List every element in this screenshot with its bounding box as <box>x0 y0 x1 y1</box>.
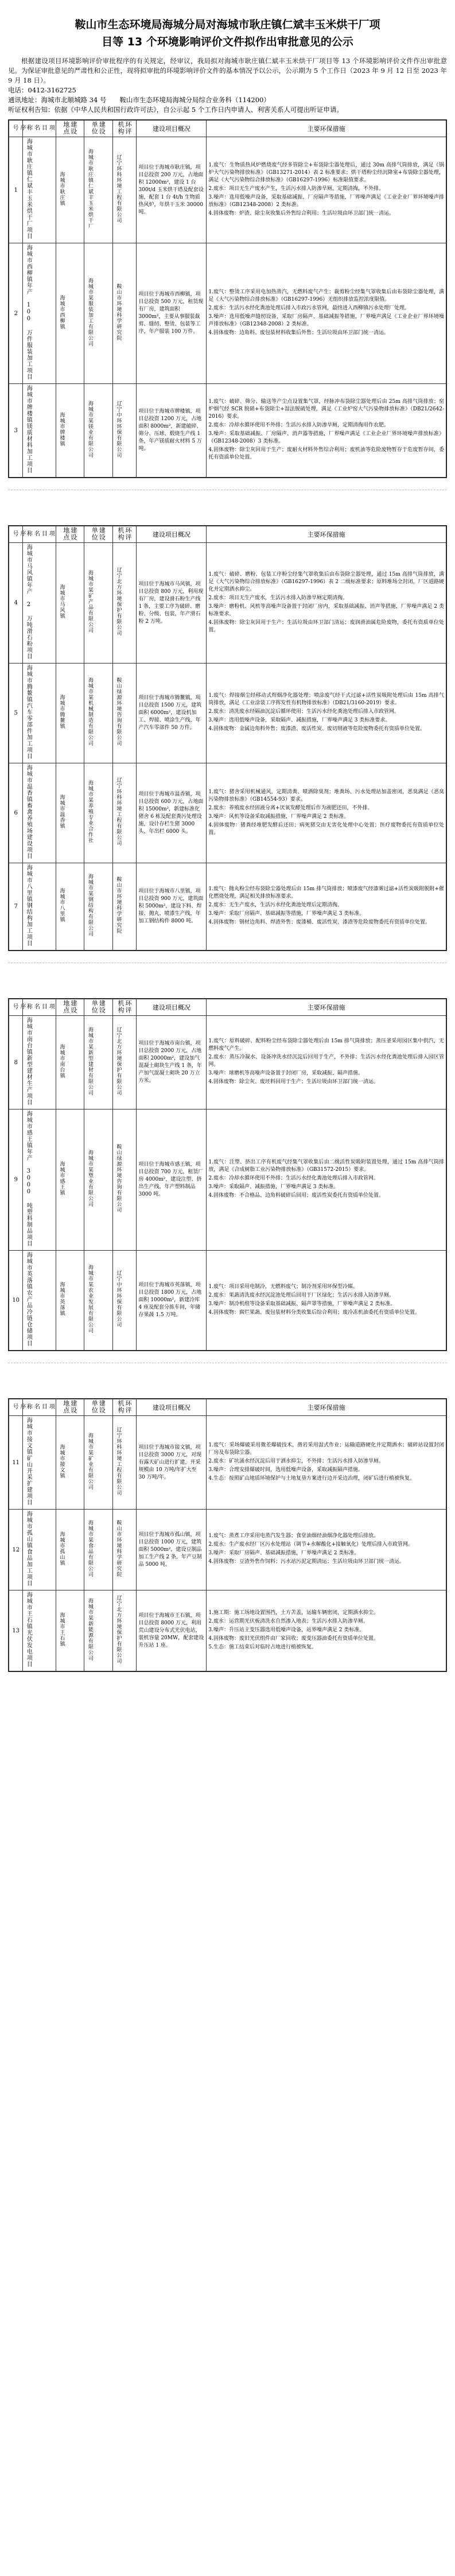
table-header <box>9 999 446 1016</box>
project-measures <box>207 1109 446 1251</box>
header-name <box>23 121 56 137</box>
project-unit-text: 海城市某服装加工有限公司 <box>87 277 94 347</box>
project-name <box>23 1251 56 1351</box>
project-overview: 项目位于海城市西柳镇，项目总投资 500 万元，租赁现有厂房，建筑面积 3000m²，主要从事服装裁剪、缝纫、整烫、包装等工序，年产服装 100 万件。 <box>137 243 207 384</box>
project-site <box>56 137 84 243</box>
header-site <box>56 999 84 1016</box>
project-env-text: 鞍山市环境科学研究院 <box>115 1519 122 1577</box>
project-unit-text: 海城市某食品有限公司 <box>87 1519 94 1577</box>
header-site <box>56 526 84 543</box>
project-env-text: 辽宁中环环保有限公司 <box>115 1270 122 1328</box>
project-overview: 项目位于海城市八里镇，项目总投资 900 万元，建筑面积 5000m²，建设下料、焊接、抛丸、喷漆生产线，年加工钢结构件 8000 吨。 <box>137 863 207 951</box>
measure-item: 2.废水：运营期光伏板清洗水自然渗入地表；生活污水排入防渗旱厕。 <box>208 1618 368 1624</box>
header-env-text: 环评机构 <box>117 999 132 1014</box>
table-frame <box>8 119 447 478</box>
page-separator <box>8 1363 447 1387</box>
project-name <box>23 384 56 478</box>
project-site-text: 海城市腾鳌镇 <box>59 695 65 729</box>
header-env <box>112 999 137 1016</box>
project-unit <box>84 1109 113 1251</box>
project-unit <box>84 1510 113 1590</box>
measure-item: 4.固体废物：除尘灰、废坯料回用于生产；生活垃圾由环卫部门统一清运。 <box>208 1079 379 1085</box>
measure-item: 2.废水：清洗废水经隔油沉淀后循环使用；生活污水经化粪池处理后排入市政管网。 <box>208 709 399 715</box>
hearing-notice: 听证权利告知：依据《中华人民共和国行政许可法》，自公示起 5 个工作日内申请人、利害关系人可提出听证申请。 <box>8 106 343 114</box>
project-env-text: 辽宁中环环保有限公司 <box>115 400 122 458</box>
measure-item: 2.废水：养殖废水经固液分离+厌氧发酵处理后作为液肥还田，不外排。 <box>208 805 373 811</box>
header-site-text: 建设地点 <box>62 1399 77 1414</box>
measure-item: 4.生态：按照矿山地质环境保护与土地复垦方案进行边开采边治理，闭矿后进行植被恢复。 <box>208 1475 415 1481</box>
project-name-text: 海城市感王镇年产 3000 吨塑料制品项目 <box>25 1111 32 1247</box>
table-row <box>9 137 446 243</box>
project-name <box>23 137 56 243</box>
project-env-text: 鞍山绿源环境咨询有限公司 <box>115 677 122 746</box>
measure-item: 4.固体废物：豆渣外售作饲料；污水站污泥定期清运；生活垃圾由环卫部门统一清运。 <box>208 1559 405 1565</box>
project-site-text: 海城市温香镇 <box>59 794 65 829</box>
project-site <box>56 763 84 863</box>
table-frame <box>8 998 447 1351</box>
project-measures <box>207 763 446 863</box>
measure-item: 4.固体废物：边角料、废包装材料收集后外售；生活垃圾由环卫部门统一清运。 <box>208 330 389 336</box>
project-env-text: 鞍山市环境科学研究院 <box>115 876 122 934</box>
header-row <box>9 1399 446 1416</box>
project-measures <box>207 1251 446 1351</box>
table-row <box>9 1251 446 1351</box>
header-overview: 建设项目概况 <box>137 1399 207 1416</box>
project-name <box>23 1510 56 1590</box>
project-env <box>112 137 137 243</box>
project-name <box>23 763 56 863</box>
measure-item: 1.废气：注塑、挤出工序有机废气经集气罩收集后由二级活性炭吸附装置处理，通过 15m 高排气筒排放，满足《合成树脂工业污染物排放标准》（GB31572-2015）要求。 <box>208 1159 444 1173</box>
measure-item: 3.噪声：采取厂房隔声、基础减振等措施，厂界噪声满足 3 类标准。 <box>208 911 365 917</box>
project-name-text: 海城市英落镇农产品冷链仓储项目 <box>25 1252 32 1347</box>
project-name-text: 海城市王石镇光伏发电项目 <box>25 1592 32 1667</box>
measure-item: 4.固体废物：金属边角料外售；废漆渣、废活性炭、废切削液等危险废物委托有资质单位处置。 <box>208 726 425 732</box>
project-number: 12 <box>9 1510 23 1590</box>
measure-item: 3.噪声：采取隔声、减振措施，厂界噪声满足 3 类标准。 <box>208 1184 339 1190</box>
project-unit-text: 海城市某机械制造有限公司 <box>87 677 94 746</box>
table-frame <box>8 525 447 951</box>
project-site-text: 海城市牌楼镇 <box>59 412 65 447</box>
header-unit-text: 建设单位 <box>91 526 106 541</box>
measure-item: 1.施工期：施工场地设置围挡，土方苫盖，运输车辆密闭，定期洒水抑尘。 <box>208 1609 379 1616</box>
header-name-text: 项目名称 <box>25 1003 55 1010</box>
measure-item: 2.废水：生活污水经化粪池处理后排入市政污水管网，最终进入西柳镇污水处理厂处理。 <box>208 305 410 311</box>
project-measures <box>207 543 446 664</box>
project-env-text: 辽宁北方环境保护有限公司 <box>115 1595 122 1664</box>
measure-item: 1.废气：蒸煮工序采用电蒸汽发生器；食堂油烟经油烟净化器处理后排放。 <box>208 1533 379 1539</box>
project-site <box>56 664 84 763</box>
project-env-text: 辽宁环科环境工程有限公司 <box>115 777 122 846</box>
header-no <box>9 526 23 543</box>
project-number: 5 <box>9 664 23 763</box>
project-site-text: 海城市马风镇 <box>59 584 65 619</box>
title-line-2: 目等 13 个环境影响评价文件拟作出审批意见的公示 <box>102 36 353 48</box>
measure-item: 1.废气：猪舍采用机械通风，定期清粪、喷洒除臭剂；堆粪场、污水处理站加盖密闭，恶臭满足《恶臭污染物排放标准》（GB14554-93）要求。 <box>208 789 444 802</box>
contact-phone: 电话：0412-3162725 <box>8 86 76 94</box>
header-overview: 建设项目概况 <box>137 999 207 1016</box>
project-env <box>112 1590 137 1671</box>
projects-table <box>9 526 446 951</box>
measure-item: 1.废气：采场爆破采用微差爆破技术，凿岩采用湿式作业；运输道路硬化并定期洒水；破碎站设置封闭厂房及布袋除尘器。 <box>208 1442 444 1456</box>
measure-item: 2.废水：项目无生产废水，生活污水排入防渗旱厕定期清掏。 <box>208 595 348 601</box>
header-overview: 建设项目概况 <box>137 121 207 137</box>
project-overview: 项目位于海城市牌楼镇，项目总投资 1200 万元，占地面积 8000m²，新建破碎、筛分、压球、煅烧生产线 1 条，年产镁质耐火材料 5 万吨。 <box>137 384 207 478</box>
measure-item: 3.噪声：选用低噪声设备，采取隔声、减振措施，厂界噪声满足 3 类标准要求。 <box>208 717 391 723</box>
table-row <box>9 863 446 951</box>
projects-table <box>9 1399 446 1671</box>
measure-item: 1.废气：整烫工序采用电加热蒸汽，无燃料废气产生；裁剪粉尘经集气罩收集后由布袋除尘器处理，满足《大气污染物综合排放标准》（GB16297-1996）无组织排放监控浓度限值。 <box>208 289 444 302</box>
measure-item: 1.废气：抛丸粉尘经布袋除尘器处理后由 15m 排气筒排放；喷漆废气经漆雾过滤+活性炭吸附脱附+催化燃烧处理，满足相关排放标准要求。 <box>208 886 444 899</box>
table-row <box>9 543 446 664</box>
project-env <box>112 1416 137 1510</box>
project-site <box>56 1109 84 1251</box>
header-no <box>9 121 23 137</box>
measure-item: 4.固体废物：腐烂果蔬、废包装材料分类收集后综合利用；废冷冻机油委托有资质单位处置。 <box>208 1309 420 1316</box>
project-site <box>56 1416 84 1510</box>
header-env <box>112 121 137 137</box>
header-env-text: 环评机构 <box>117 526 132 541</box>
contact-info <box>8 86 447 115</box>
header-measures: 主要环保措施 <box>207 121 446 137</box>
project-site-text: 海城市王石镇 <box>59 1612 65 1647</box>
project-env <box>112 243 137 384</box>
project-name-text: 海城市马风镇年产 2 万吨滑石粉项目 <box>25 544 32 659</box>
measure-item: 4.固体废物：炉渣、除尘灰收集后外售综合利用；生活垃圾由环卫部门统一清运。 <box>208 210 394 216</box>
measure-item: 5.生态：施工结束后对临时占地进行植被恢复。 <box>208 1644 317 1650</box>
projects-table <box>9 120 446 478</box>
table-row <box>9 1016 446 1109</box>
project-number: 13 <box>9 1590 23 1671</box>
project-site <box>56 863 84 951</box>
header-row <box>9 526 446 543</box>
project-env <box>112 1016 137 1109</box>
project-site <box>56 1510 84 1590</box>
measure-item: 3.噪声：采取基础减振、厂房隔声、消声器等措施，厂界噪声满足《工业企业厂界环境噪声排放标准》（GB12348-2008）3 类标准。 <box>208 431 444 444</box>
project-name <box>23 243 56 384</box>
project-name-text: 海城市温香镇畜禽养殖场建设项目 <box>25 765 32 859</box>
measure-item: 4.固体废物：钢材边角料、焊渣外售；废漆桶、废活性炭、漆渣等危险废物委托有资质单位处置。 <box>208 920 430 925</box>
project-site <box>56 1251 84 1351</box>
project-number: 6 <box>9 763 23 863</box>
project-unit-text: 海城市某新型建材有限公司 <box>87 1026 94 1096</box>
header-no-text: 序号 <box>11 124 25 131</box>
project-env <box>112 543 137 664</box>
project-unit <box>84 1251 113 1351</box>
project-env-text: 辽宁环科环境工程有限公司 <box>115 1426 122 1496</box>
notice-title <box>8 16 447 51</box>
measure-item: 2.废水：冷却水循环使用不外排；生活污水经化粪池处理后排入市政管网。 <box>208 1176 379 1181</box>
table-row <box>9 763 446 863</box>
header-measures: 主要环保措施 <box>207 999 446 1016</box>
table-header <box>9 526 446 543</box>
table-row <box>9 1109 446 1251</box>
header-row <box>9 121 446 137</box>
header-no <box>9 1399 23 1416</box>
table-row <box>9 384 446 478</box>
project-name-text: 海城市接文镇矿山开采扩建项目 <box>25 1417 32 1506</box>
project-name <box>23 1016 56 1109</box>
measure-item: 1.废气：生物质热风炉燃烧废气经多管除尘+布袋除尘器处理后，通过 30m 高排气筒排放，满足《锅炉大气污染物排放标准》（GB13271-2014）表 2 标准要求；烘干塔粉尘经沉降室+布袋除尘器处理，满足《大气污染物综合排放标准》（GB16297-1996）标准限值要求。 <box>208 162 444 183</box>
measure-item: 3.噪声：合理安排爆破时间，选用低噪声设备，采取减振隔声措施。 <box>208 1467 363 1473</box>
project-unit <box>84 243 113 384</box>
project-unit <box>84 1590 113 1671</box>
header-overview: 建设项目概况 <box>137 526 207 543</box>
project-overview: 项目位于海城市马风镇，项目总投资 800 万元，利用现有厂房，建设滑石粉生产线 1 条，主要工序为破碎、磨粉、分级、包装，年产滑石粉 2 万吨。 <box>137 543 207 664</box>
measure-item: 3.噪声：选用低噪声缝纫设备，采取厂房隔声、基础减振等措施，厂界噪声满足《工业企业厂界环境噪声排放标准》（GB12348-2008）2 类标准。 <box>208 314 444 327</box>
header-name-text: 项目名称 <box>25 124 55 131</box>
measure-item: 2.废水：矿坑涌水经沉淀后用于洒水抑尘，不外排；生活污水排入防渗旱厕。 <box>208 1458 384 1464</box>
project-site <box>56 1590 84 1671</box>
project-name <box>23 543 56 664</box>
header-name <box>23 1399 56 1416</box>
header-name <box>23 526 56 543</box>
header-site-text: 建设地点 <box>62 526 77 541</box>
project-env-text: 辽宁北方环境保护有限公司 <box>115 567 122 636</box>
projects-table-2 <box>8 525 447 951</box>
header-env-text: 环评机构 <box>117 121 132 135</box>
project-overview: 项目位于海城市南台镇，项目总投资 2000 万元，占地面积 20000m²，建设加气混凝土砌块生产线 1 条，年产加气混凝土砌块 20 万立方米。 <box>137 1016 207 1109</box>
project-number: 3 <box>9 384 23 478</box>
project-env <box>112 384 137 478</box>
measure-item: 3.噪声：采取厂房隔声、基础减振措施，厂界噪声满足 2 类标准。 <box>208 1550 360 1556</box>
project-unit <box>84 137 113 243</box>
project-env <box>112 1251 137 1351</box>
project-unit-text: 海城市某钢结构有限公司 <box>87 874 94 937</box>
project-site-text: 海城市接文镇 <box>59 1444 65 1479</box>
project-site <box>56 543 84 664</box>
project-unit <box>84 664 113 763</box>
project-env-text: 鞍山市环境科学研究院 <box>115 283 122 341</box>
header-env-text: 环评机构 <box>117 1399 132 1414</box>
table-body <box>9 137 446 478</box>
measure-item: 2.废水：项目无生产废水产生，生活污水排入防渗旱厕，定期清掏，不外排。 <box>208 185 384 192</box>
project-site-text: 海城市英落镇 <box>59 1282 65 1316</box>
project-overview: 项目位于海城市英落镇，项目总投资 1800 万元，占地面积 10000m²，新建冷库 4 座及配套分拣车间，年储存果蔬 1.5 万吨。 <box>137 1251 207 1351</box>
measure-item: 4.固体废物：除尘灰回用于生产；废耐火材料外售综合利用；废机油等危险废物暂存于危废暂存间，委托有资质单位处置。 <box>208 447 444 460</box>
header-unit-text: 建设单位 <box>91 999 106 1014</box>
project-unit <box>84 384 113 478</box>
measure-item: 1.废气：原料破碎、配料粉尘经布袋除尘器处理后由 15m 排气筒排放；蒸压釜采用园区集中供汽，无燃料废气产生。 <box>208 1038 444 1052</box>
header-row <box>9 999 446 1016</box>
header-measures: 主要环保措施 <box>207 1399 446 1416</box>
project-env-text: 辽宁北方环境保护有限公司 <box>115 1026 122 1096</box>
project-name <box>23 664 56 763</box>
measure-item: 2.废水：生产废水经厂区污水处理站（调节+水解酸化+接触氧化）处理后排入市政管网。 <box>208 1542 414 1547</box>
project-unit <box>84 763 113 863</box>
project-env <box>112 1109 137 1251</box>
project-unit-text: 海城市某新能源有限公司 <box>87 1597 94 1661</box>
measure-item: 1.废气：焊接烟尘经移动式焊烟净化器处理；喷涂废气经干式过滤+活性炭吸附处理后由 15m 高排气筒排放，满足《工业涂装工序挥发性有机物排放标准》（DB21/3160-2019）要求。 <box>208 693 444 706</box>
table-row <box>9 1416 446 1510</box>
measure-item: 4.固体废物：猪粪经堆肥发酵后还田；病死猪交由无害化处理中心处置；医疗废物委托有资质单位处置。 <box>208 822 444 836</box>
project-env-text: 鞍山绿源环境咨询有限公司 <box>115 1144 122 1213</box>
project-number: 1 <box>9 137 23 243</box>
header-unit-text: 建设单位 <box>91 121 106 135</box>
table-row <box>9 243 446 384</box>
project-number: 2 <box>9 243 23 384</box>
project-site-text: 海城市耿庄镇 <box>59 171 65 206</box>
project-measures <box>207 243 446 384</box>
page-separator <box>8 963 447 987</box>
project-site <box>56 1016 84 1109</box>
header-no-text: 序号 <box>11 1003 25 1010</box>
project-number: 4 <box>9 543 23 664</box>
project-site-text: 海城市南台镇 <box>59 1043 65 1078</box>
project-env <box>112 763 137 863</box>
header-unit <box>84 121 113 137</box>
table-row <box>9 664 446 763</box>
project-number: 11 <box>9 1416 23 1510</box>
header-no-text: 序号 <box>11 1403 25 1410</box>
project-unit-text: 海城市某养殖专业合作社 <box>87 780 94 843</box>
project-overview: 项目位于海城市耿庄镇，项目总投资 200 万元，占地面积 12000m²，建设 1 台 300t/d 玉米烘干塔及配套设施，配套 1 台 4t/h 生物质热风炉，年烘干玉米 30000 吨。 <box>137 137 207 243</box>
header-env <box>112 526 137 543</box>
measure-item: 3.噪声：球磨机等高噪声设备置于封闭厂房，采取减振、隔声措施。 <box>208 1070 363 1076</box>
measure-item: 3.噪声：升压站主变压器选用低噪声设备，站界噪声满足 2 类标准。 <box>208 1627 365 1633</box>
project-unit <box>84 1016 113 1109</box>
project-measures <box>207 863 446 951</box>
project-overview: 项目位于海城市孤山镇，项目总投资 1000 万元，建筑面积 5000m²，建设豆制品加工生产线 2 条，年产豆制品 5000 吨。 <box>137 1510 207 1590</box>
measure-item: 2.废水：冷却水循环使用不外排；生活污水排入防渗旱厕，定期清掏用作农肥。 <box>208 422 389 428</box>
project-name-text: 海城市八里镇钢结构加工项目 <box>25 864 32 946</box>
project-name-text: 海城市孤山镇食品加工项目 <box>25 1511 32 1586</box>
header-site <box>56 1399 84 1416</box>
header-name <box>23 999 56 1016</box>
project-name <box>23 1590 56 1671</box>
project-name-text: 海城市南台镇新型建材生产项目 <box>25 1017 32 1105</box>
project-site <box>56 243 84 384</box>
measure-item: 1.废气：破碎、磨粉、包装工序粉尘经集气罩收集后由布袋除尘器处理，通过 15m 高排气筒排放，满足《大气污染物综合排放标准》（GB16297-1996）表 2 二级标准要求；原料堆场全封闭，厂区道路硬化并定期洒水抑尘。 <box>208 571 444 592</box>
table-frame <box>8 1398 447 1672</box>
project-unit-text: 海城市某塑业有限公司 <box>87 1150 94 1207</box>
measure-item: 2.废水：蒸压冷凝水、设备冲洗水经沉淀后回用于生产，不外排；生活污水经化粪池处理后排入园区管网。 <box>208 1054 444 1068</box>
project-unit-text: 海城市某镁业有限公司 <box>87 400 94 458</box>
table-row <box>9 1510 446 1590</box>
header-unit <box>84 526 113 543</box>
project-env <box>112 1510 137 1590</box>
header-site-text: 建设地点 <box>62 999 77 1014</box>
project-env <box>112 863 137 951</box>
project-number: 8 <box>9 1016 23 1109</box>
project-overview: 项目位于海城市王石镇，项目总投资 8000 万元，利用荒山建设分布式光伏电站，装机容量 20MW，配套建设升压站 1 座。 <box>137 1590 207 1671</box>
project-name <box>23 863 56 951</box>
project-site <box>56 384 84 478</box>
header-unit <box>84 1399 113 1416</box>
project-name <box>23 1109 56 1251</box>
header-measures: 主要环保措施 <box>207 526 446 543</box>
project-name-text: 海城市耿庄镇仁斌丰玉米烘干厂项目 <box>25 138 32 239</box>
project-unit <box>84 863 113 951</box>
project-site-text: 海城市西柳镇 <box>59 294 65 329</box>
header-no <box>9 999 23 1016</box>
project-unit-text: 海城市某矿产品有限公司 <box>87 570 94 633</box>
header-unit-text: 建设单位 <box>91 1399 106 1414</box>
header-name-text: 项目名称 <box>25 530 55 537</box>
notice-intro <box>8 56 447 86</box>
projects-table-3 <box>8 998 447 1351</box>
measure-item: 3.噪声：磨粉机、风机等高噪声设备置于封闭厂房内，采取基础减振、消声等措施，厂界噪声满足 2 类标准要求。 <box>208 603 444 617</box>
measure-item: 4.固体废物：除尘灰回用于生产；生活垃圾由环卫部门清运；废润滑油属危险废物，委托有资质单位处置。 <box>208 619 444 633</box>
header-no-text: 序号 <box>11 530 25 537</box>
header-site-text: 建设地点 <box>62 121 77 135</box>
measure-item: 3.噪声：制冷机组等设备采取基础减振、隔声罩等措施，厂界噪声满足 2 类标准。 <box>208 1301 396 1307</box>
project-site-text: 海城市感王镇 <box>59 1161 65 1196</box>
project-name-text: 海城市西柳镇年产 100 万件服装加工项目 <box>25 245 32 380</box>
project-measures <box>207 1016 446 1109</box>
table-body <box>9 1416 446 1671</box>
project-measures <box>207 1416 446 1510</box>
project-measures <box>207 384 446 478</box>
table-row <box>9 1590 446 1671</box>
project-overview: 项目位于海城市接文镇，项目总投资 3000 万元，对现有露天矿山进行扩建，开采规模由 10 万吨/年扩大至 30 万吨/年。 <box>137 1416 207 1510</box>
measure-item: 3.噪声：选用低噪声设备，采取基础减振、厂房隔声等措施，厂界噪声满足《工业企业厂界环境噪声排放标准》（GB12348-2008）2 类标准。 <box>208 194 444 208</box>
projects-table-1 <box>8 119 447 478</box>
project-overview: 项目位于海城市感王镇，项目总投资 700 万元，租赁厂房 4000m²，建设注塑、挤出生产线，年产塑料制品 3000 吨。 <box>137 1109 207 1251</box>
project-overview: 项目位于海城市腾鳌镇，项目总投资 1500 万元，建筑面积 6000m²，建设机加工、焊接、喷涂生产线，年产汽车零部件 50 万件。 <box>137 664 207 763</box>
header-unit <box>84 999 113 1016</box>
header-site <box>56 121 84 137</box>
project-overview: 项目位于海城市温香镇，项目总投资 600 万元，占地面积 15000m²，新建标准化猪舍 6 栋及配套粪污处理设施，设计存栏生猪 3000 头，年出栏 6000 头。 <box>137 763 207 863</box>
table-header <box>9 1399 446 1416</box>
project-unit-text: 海城市某农业发展有限公司 <box>87 1264 94 1333</box>
project-name <box>23 1416 56 1510</box>
header-name-text: 项目名称 <box>25 1403 55 1410</box>
project-measures <box>207 664 446 763</box>
project-site-text: 海城市八里镇 <box>59 888 65 922</box>
measure-item: 1.废气：项目采用电制冷，无燃料废气；制冷剂采用环保型冷媒。 <box>208 1283 358 1290</box>
project-number: 9 <box>9 1109 23 1251</box>
table-body <box>9 543 446 951</box>
project-measures <box>207 137 446 243</box>
header-env <box>112 1399 137 1416</box>
contact-address: 通讯地址：海城市北顺城路 34 号 鞍山市生态环境局海城分局综合业务科（114200） <box>8 96 270 104</box>
measure-item: 3.噪声：风机等设备采取减振措施，厂界噪声满足 2 类标准。 <box>208 813 349 820</box>
project-site-text: 海城市孤山镇 <box>59 1531 65 1566</box>
project-unit-text: 海城市耿庄镇仁斌丰玉米烘干厂 <box>87 148 94 229</box>
project-number: 10 <box>9 1251 23 1351</box>
measure-item: 4.固体废物：不合格品、边角料破碎后回用；废活性炭委托有资质单位处置。 <box>208 1193 384 1198</box>
project-name-text: 海城市腾鳌镇汽车零部件加工项目 <box>25 665 32 759</box>
project-unit <box>84 543 113 664</box>
projects-table <box>9 999 446 1351</box>
page-separator <box>8 490 447 514</box>
measure-item: 4.固体废物：废旧光伏组件由厂家回收；废变压器油委托有资质单位处置。 <box>208 1635 379 1642</box>
measure-item: 2.废水：果蔬清洗废水经沉淀池处理后回用于厂区绿化；生活污水排入防渗旱厕。 <box>208 1292 394 1298</box>
project-env-text: 辽宁环科环境工程有限公司 <box>115 154 122 223</box>
title-line-1: 鞍山市生态环境局海城分局对海城市耿庄镇仁斌丰玉米烘干厂项 <box>75 18 380 31</box>
project-unit-text: 海城市某矿业有限公司 <box>87 1432 94 1490</box>
intro-paragraph: 根据建设项目环境影响评价审批程序的有关规定，经审议，我局拟对海城市耿庄镇仁斌丰玉米烘干厂项目等 13 个环境影响评价文件作出审批意见。为保证审批意见的严肃性和公正性，现将拟审批的环境影响评价文件的基本情况予以公示，公示期为 5 个工作日（2023 年 9 月 12 日至 2023 年 9 月 18 日）。 <box>8 57 447 84</box>
project-number: 7 <box>9 863 23 951</box>
measure-item: 1.废气：破碎、筛分、输送等产尘点设置集气罩，经脉冲布袋除尘器处理后由 25m 高排气筒排放；窑炉烟气经 SCR 脱硝+布袋除尘+湿法脱硫处理，满足《工业炉窑大气污染物排放标准》（DB21/2642-2016）要求。 <box>208 399 444 420</box>
project-env <box>112 664 137 763</box>
table-body <box>9 1016 446 1351</box>
projects-table-4 <box>8 1398 447 1672</box>
measure-item: 2.废水：无生产废水，生活污水经化粪池处理后定期清掏。 <box>208 902 343 908</box>
project-measures <box>207 1590 446 1671</box>
project-unit <box>84 1416 113 1510</box>
project-measures <box>207 1510 446 1590</box>
project-name-text: 海城市牌楼镇镁质材料加工项目 <box>25 385 32 474</box>
table-header <box>9 121 446 137</box>
